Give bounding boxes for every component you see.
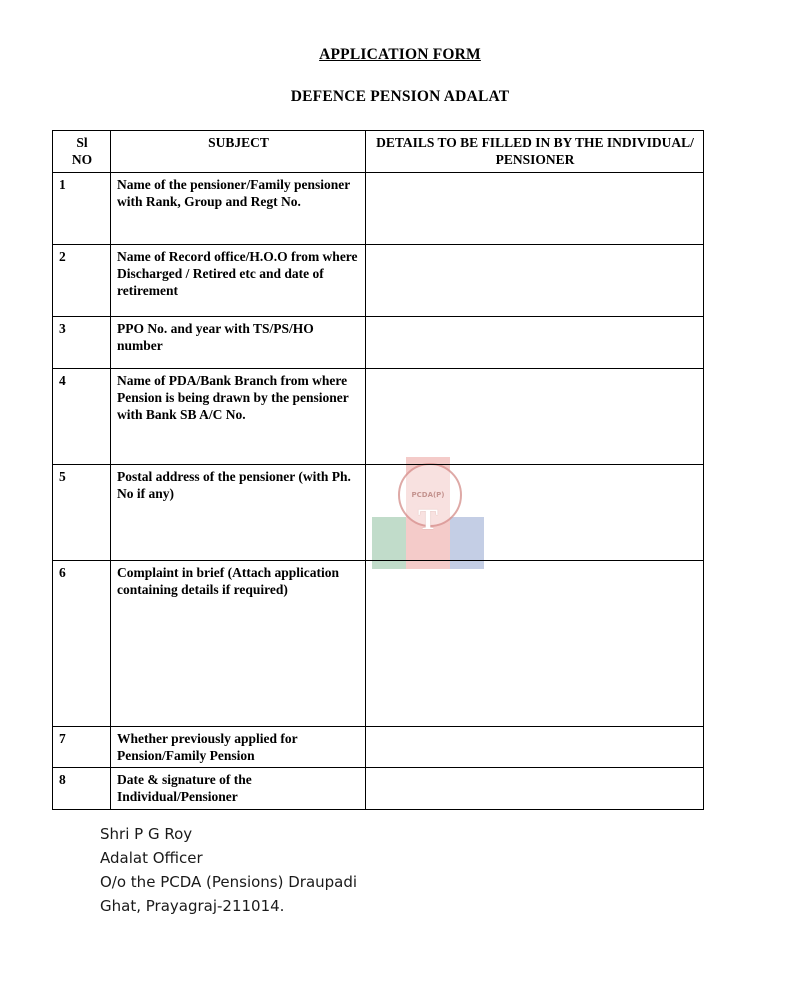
table-row [53,726,704,768]
signatory-office-line1: O/o the PCDA (Pensions) Draupadi [100,872,358,891]
table-header [53,131,704,173]
row-details-input[interactable] [366,244,704,316]
column-header-details: DETAILS TO BE FILLED IN BY THE INDIVIDUAL/ PENSIONER [366,131,704,173]
signatory-designation: Adalat Officer [100,848,203,867]
table-row [53,244,704,316]
row-details-input[interactable] [366,172,704,244]
row-details-input[interactable] [366,768,704,810]
table-body [53,172,704,809]
row-details-input[interactable] [366,464,704,560]
row-details-input[interactable] [366,316,704,368]
row-subject: Name of the pensioner/Family pensioner with Rank, Group and Regt No. [111,172,366,244]
signatory-name: Shri P G Roy [100,824,193,843]
row-subject: Date & signature of the Individual/Pensioner [111,768,366,810]
row-sl-no: 6 [53,560,111,726]
row-details-input[interactable] [366,368,704,464]
application-form-table [52,130,704,810]
signature-block [100,822,748,918]
row-sl-no: 4 [53,368,111,464]
table-row [53,172,704,244]
column-header-sl-no-line1: Sl [76,135,88,150]
row-sl-no: 8 [53,768,111,810]
table-row [53,368,704,464]
column-header-sl-no-line2: NO [71,152,93,168]
row-subject: Name of PDA/Bank Branch from where Pension is being drawn by the pensioner with Bank SB A/C No. [111,368,366,464]
row-sl-no: 3 [53,316,111,368]
page-subtitle: DEFENCE PENSION ADALAT [290,88,510,105]
row-subject: Postal address of the pensioner (with Ph. No if any) [111,464,366,560]
table-row [53,464,704,560]
row-sl-no: 7 [53,726,111,768]
row-subject: PPO No. and year with TS/PS/HO number [111,316,366,368]
table-row [53,768,704,810]
row-subject: Name of Record office/H.O.O from where Discharged / Retired etc and date of retirement [111,244,366,316]
row-sl-no: 5 [53,464,111,560]
signatory-office-line2: Ghat, Prayagraj-211014. [100,896,285,915]
page-title: APPLICATION FORM [319,46,481,63]
column-header-subject: SUBJECT [111,131,366,173]
row-sl-no: 1 [53,172,111,244]
table-header-row [53,131,704,173]
watermark-letter: T [417,503,438,536]
row-details-input[interactable] [366,560,704,726]
table-row [53,316,704,368]
row-sl-no: 2 [53,244,111,316]
row-subject: Complaint in brief (Attach application containing details if required) [111,560,366,726]
column-header-sl-no [53,131,111,173]
row-details-input[interactable] [366,726,704,768]
table-row [53,560,704,726]
watermark-label: PCDA(P) [411,491,445,499]
row-subject: Whether previously applied for Pension/Family Pension [111,726,366,768]
